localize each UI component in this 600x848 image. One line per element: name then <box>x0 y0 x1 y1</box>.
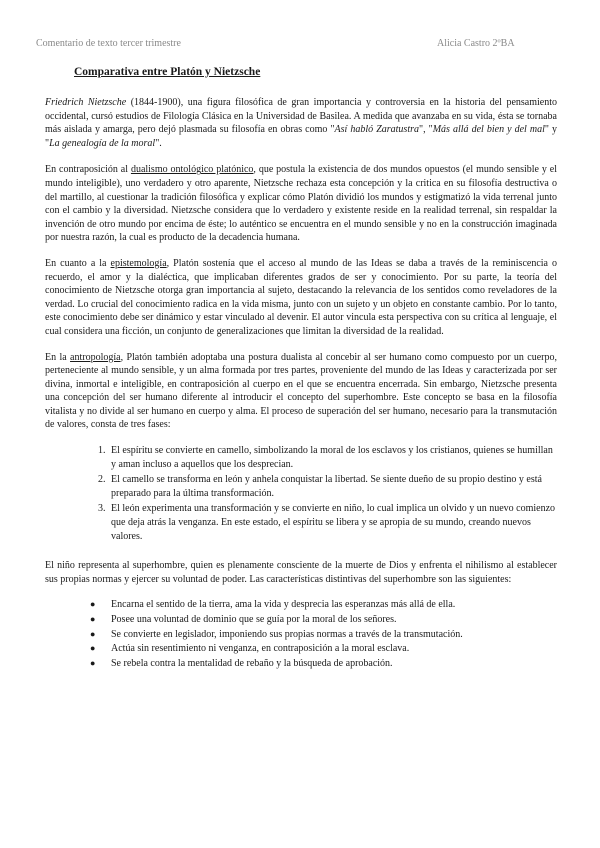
paragraph-dualism <box>45 163 557 245</box>
book-title: Más allá del bien y del mal <box>432 124 545 136</box>
bullet-icon: ● <box>90 657 96 668</box>
book-title: Así habló Zaratustra <box>334 124 419 136</box>
dualism-pre: En contraposición al <box>45 164 131 176</box>
header-right: Alicia Castro 2ºBA <box>437 38 515 49</box>
intro-separator: " y " <box>45 124 558 149</box>
list-item: 3. El león experimenta una transformación y se convierte en niño, lo cual implica un olvido y un nuevo comienzo que deja atrás la venganza. En este estado, el espíritu se libera y se apropia de su mundo, creando nuevos valores. <box>108 502 557 543</box>
trait-text: Se convierte en legislador, imponiendo sus propias normas a través de la transmutación. <box>111 628 463 640</box>
paragraph-superman: El niño representa al superhombre, quien es plenamente consciente de la muerte de Dios y enfrenta el nihilismo al establecer sus propias normas y ejercer su voluntad de poder. Las características distintivas del superhombre son las siguientes: <box>45 560 557 585</box>
header-left: Comentario de texto tercer trimestre <box>36 38 181 49</box>
intro-end: ". <box>155 137 162 149</box>
trait-text: Se rebela contra la mentalidad de rebaño y la búsqueda de aprobación. <box>111 657 393 669</box>
list-item <box>45 657 557 671</box>
list-item: 2. El camello se transforma en león y anhela conquistar la libertad. Se siente dueño de su propio destino y está preparado para la última transformación. <box>108 473 557 500</box>
anthropology-text: , Platón también adoptaba una postura dualista al concebir al ser humano como compuesto por un cuerpo, perteneciente al mundo sensible, y un alma formada por tres partes, proveniente del mundo de las Ideas y caracterizada por ser divina, inmortal e inteligible, en contraposición al cuerpo en el que se encuentra encerrada. Sin embargo, Nietzsche presenta una concepción del ser humano diferente al introducir el concepto del superhombre. Este concepto se basa en la filosofía vitalista y no divide al ser humano en cuerpo y alma. El proceso de superación del ser humano, necesario para la transmutación de valores, consta de tres fases: <box>45 351 557 431</box>
list-item <box>45 598 557 612</box>
phases-list <box>45 444 557 543</box>
document-body <box>45 96 557 671</box>
term-epistemology: epistemología <box>110 257 167 269</box>
book-title: La genealogía de la moral <box>49 137 156 149</box>
paragraph-epistemology <box>45 257 557 339</box>
trait-text: Encarna el sentido de la tierra, ama la vida y desprecia las esperanzas más allá de ella. <box>111 599 456 611</box>
anthropology-pre: En la <box>45 351 71 363</box>
epistemology-text: , Platón sostenía que el acceso al mundo de las Ideas se daba a través de la reminiscencia o recuerdo, el amor y la dialéctica, que implicaban diferentes grados de ser y conocimiento. Por su parte, la teoría del conocimiento de Nietzsche otorga gran importancia al sujeto, destacando la relevancia de los sentidos como reveladores de la verdad. Lo crucial del conocimiento radica en la vida misma, junto con un sujeto y un objeto en constante cambio. Por lo tanto, este conocimiento debe ser dinámico y estar vinculado al devenir. El autor vincula esta perspectiva con su crítica al lenguaje, el cual considera una ficción, un conjunto de generalizaciones que limitan la diversidad de la realidad. <box>45 257 558 337</box>
document-title: Comparativa entre Platón y Nietzsche <box>74 66 261 78</box>
list-item <box>45 642 557 656</box>
intro-text: (1844-1900), una figura filosófica de gran importancia y controversia en la historia del pensamiento occidental, cursó estudios de Filología Clásica en la Universidad de Basilea. A medida que avanzaba en su vida, ésta se tornaba más aislada y amarga, pero dejó plasmada su filosofía en obras como " <box>45 97 557 136</box>
term-anthropology: antropología <box>70 351 121 363</box>
bullet-icon: ● <box>90 599 96 610</box>
list-item: 1. El espíritu se convierte en camello, simbolizando la moral de los esclavos y los cristianos, quienes se humillan y aman incluso a aquellos que los desprecian. <box>108 444 557 471</box>
term-dualism: dualismo ontológico platónico <box>130 164 254 176</box>
paragraph-anthropology <box>45 351 557 433</box>
intro-separator: ", " <box>419 124 433 136</box>
bullet-icon: ● <box>90 628 96 639</box>
traits-list <box>45 598 557 670</box>
list-item <box>45 628 557 642</box>
trait-text: Posee una voluntad de dominio que se guía por la moral de los señores. <box>111 614 397 625</box>
bullet-icon: ● <box>90 643 96 654</box>
dualism-text: , que postula la existencia de dos mundos opuestos (el mundo sensible y el mundo inteligible), uno verdadero y otro aparente, Nietzsche rechaza esta concepción y la critica en su filosofía destructiva o del martillo, al cuestionar la tradición filosófica y explicar cómo Platón dividió los mundos y estigmatizó la vida terrenal junto con el cambio y la diversidad. Nietzsche considera que lo verdadero y existente reside en la realidad terrenal, sin respaldar la invención de otro mundo por encima de éste; lo auténtico se encuentra en el mundo sensible y no en la construcción imaginada por nuestra razón, la cual es producto de la decadencia humana. <box>45 164 558 244</box>
trait-text: Actúa sin resentimiento ni venganza, en contraposición a la moral esclava. <box>111 643 410 655</box>
list-item <box>45 613 557 627</box>
epistemology-pre: En cuanto a la <box>45 257 111 269</box>
bullet-icon: ● <box>90 614 96 624</box>
paragraph-intro <box>45 96 557 150</box>
author-name: Friedrich Nietzsche <box>45 97 127 108</box>
